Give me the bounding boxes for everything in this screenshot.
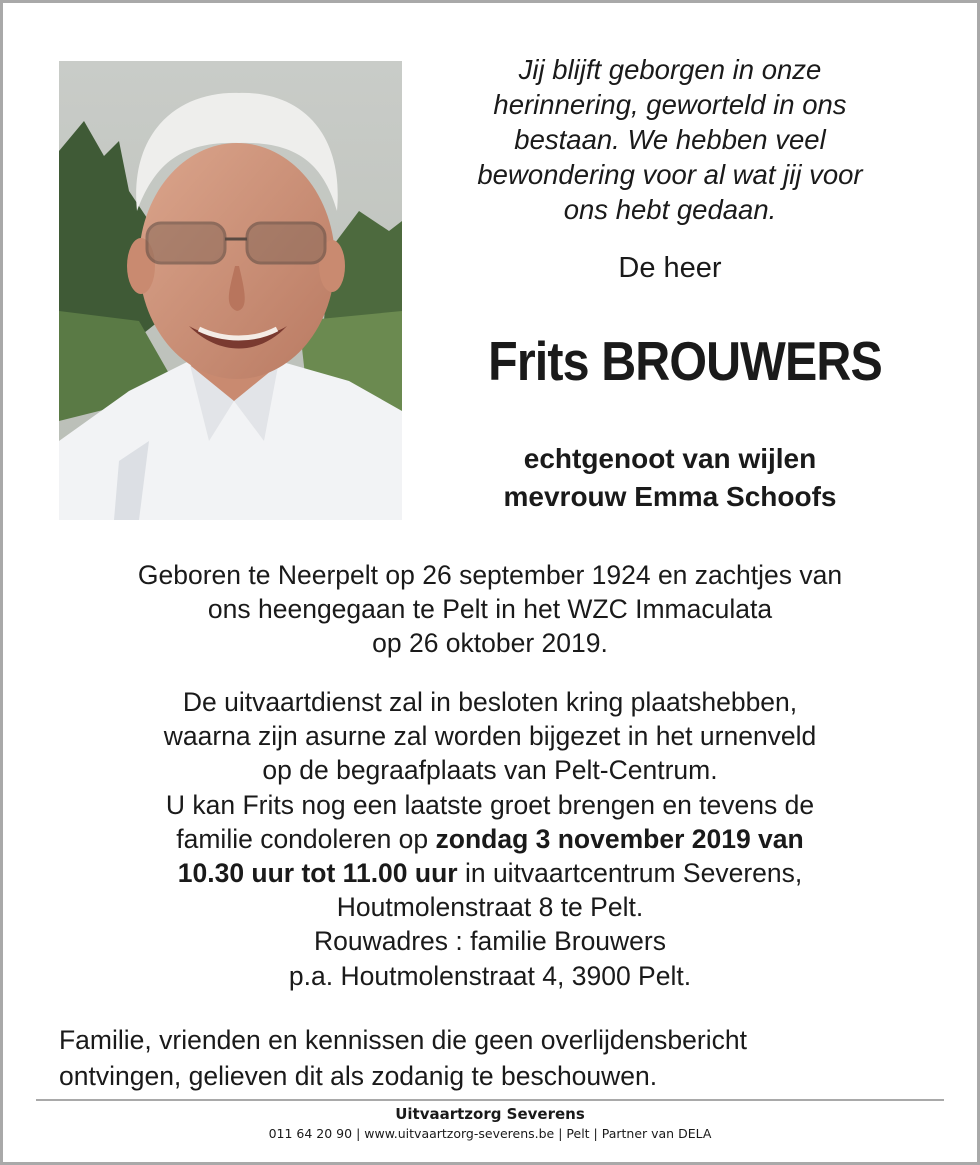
mourning-address: Rouwadres : familie Brouwers [314,926,666,957]
spouse-line: echtgenoot van wijlen [523,443,817,474]
funeral-home-name: Uitvaartzorg Severens [395,1105,585,1123]
service-date-bold: zondag 3 november 2019 van [435,823,804,854]
closing-line: ontvingen, gelieven dit als zodanig te beschouwen. [59,1061,658,1091]
mourning-address: p.a. Houtmolenstraat 4, 3900 Pelt. [288,960,692,991]
closing-line: Familie, vrienden en kennissen die geen overlijdensbericht [59,1025,747,1055]
service-line: U kan Frits nog een laatste groet brengen en tevens de [165,789,815,820]
closing-note [59,1022,939,1094]
service-line [40,822,940,856]
poem-line: herinnering, geworteld in ons [493,89,847,120]
service-text: in uitvaartcentrum Severens, [457,858,803,889]
service-line: op de begraafplaats van Pelt-Centrum. [262,755,718,786]
poem-line: bestaan. We hebben veel [514,124,826,155]
poem-line: bewondering voor al wat jij voor [477,159,863,190]
birth-line: op 26 oktober 2019. [372,628,608,659]
service-line [40,856,940,890]
service-time-bold: 10.30 uur tot 11.00 uur [177,858,458,889]
service-line: waarna zijn asurne zal worden bijgezet in het urnenveld [163,721,817,752]
footer-divider [36,1099,944,1101]
birth-death-paragraph [40,558,940,661]
poem-line: ons hebt gedaan. [563,194,777,225]
birth-line: ons heengegaan te Pelt in het WZC Immaculata [207,594,773,625]
deceased-name: Frits BROUWERS [488,330,882,392]
spouse-line: mevrouw Emma Schoofs [503,481,837,512]
service-line: Houtmolenstraat 8 te Pelt. [336,892,644,923]
spouse-info [420,440,920,516]
poem-line: Jij blijft geborgen in onze [518,54,822,85]
salutation: De heer [618,252,722,284]
birth-line: Geboren te Neerpelt op 26 september 1924 en zachtjes van [137,560,843,590]
funeral-home-contact: 011 64 20 90 | www.uitvaartzorg-severens.be | Pelt | Partner van DELA [268,1126,712,1141]
service-line: De uitvaartdienst zal in besloten kring plaatshebben, [182,687,798,717]
portrait-illustration [59,61,402,520]
portrait-photo [59,61,402,520]
service-paragraph [40,685,940,993]
poem [430,52,910,227]
service-text: familie condoleren op [176,823,436,854]
